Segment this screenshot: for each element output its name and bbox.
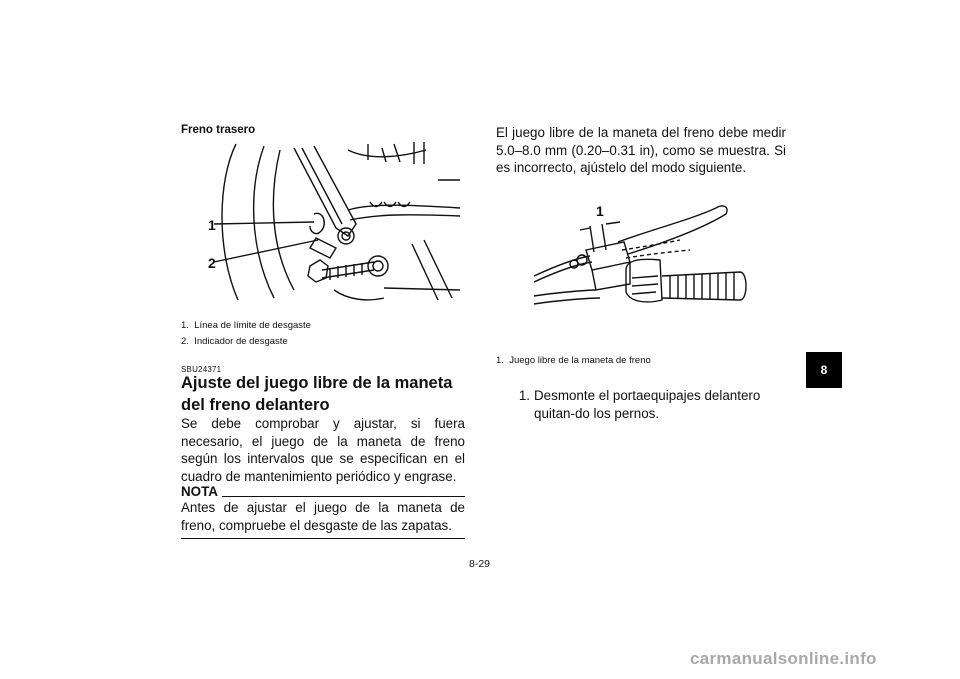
nota-label: NOTA <box>181 484 218 499</box>
caption-item: 2. Indicador de desgaste <box>181 336 288 347</box>
rear-figure-callout-2: 2 <box>208 255 216 271</box>
nota-box <box>181 484 465 539</box>
step-item <box>496 387 786 422</box>
page-number: 8-29 <box>469 558 491 570</box>
watermark: carmanualsonline.info <box>690 649 877 668</box>
rear-brake-illustration <box>198 140 470 302</box>
right-body: El juego libre de la maneta del freno debe medir 5.0–8.0 mm (0.20–0.31 in), como se muestra. Si es incorrecto, ajústelo del modo siguiente. <box>496 125 786 176</box>
caption-item: 1. Línea de límite de desgaste <box>181 320 311 331</box>
step-text: Desmonte el portaequipajes delantero quitan-do los pernos. <box>534 388 761 421</box>
nota-rule <box>222 496 465 497</box>
caption-text: Indicador de desgaste <box>194 336 288 347</box>
nota-body: Antes de ajustar el juego de la maneta de freno, compruebe el desgaste de las zapatas. <box>181 499 465 539</box>
chapter-tab: 8 <box>806 352 842 388</box>
caption-text: Línea de límite de desgaste <box>194 320 311 331</box>
rear-brake-captions <box>181 318 311 350</box>
section-heading: Ajuste del juego libre de la maneta del freno delantero <box>181 374 453 414</box>
step-number: 1. <box>518 388 530 403</box>
lever-caption: 1. Juego libre de la maneta de freno <box>496 355 651 366</box>
lever-figure-callout-1: 1 <box>596 203 604 219</box>
rear-figure-callout-1: 1 <box>208 217 216 233</box>
rear-brake-figure-title: Freno trasero <box>181 124 256 136</box>
section-body: Se debe comprobar y ajustar, si fuera necesario, el juego de la maneta de freno según los intervalos que se especifican en el cuadro de mantenimiento periódico y engrase. <box>181 416 465 484</box>
section-code: SBU24371 <box>181 365 222 374</box>
brake-lever-illustration <box>530 200 756 316</box>
caption-text: Juego libre de la maneta de freno <box>509 355 651 366</box>
